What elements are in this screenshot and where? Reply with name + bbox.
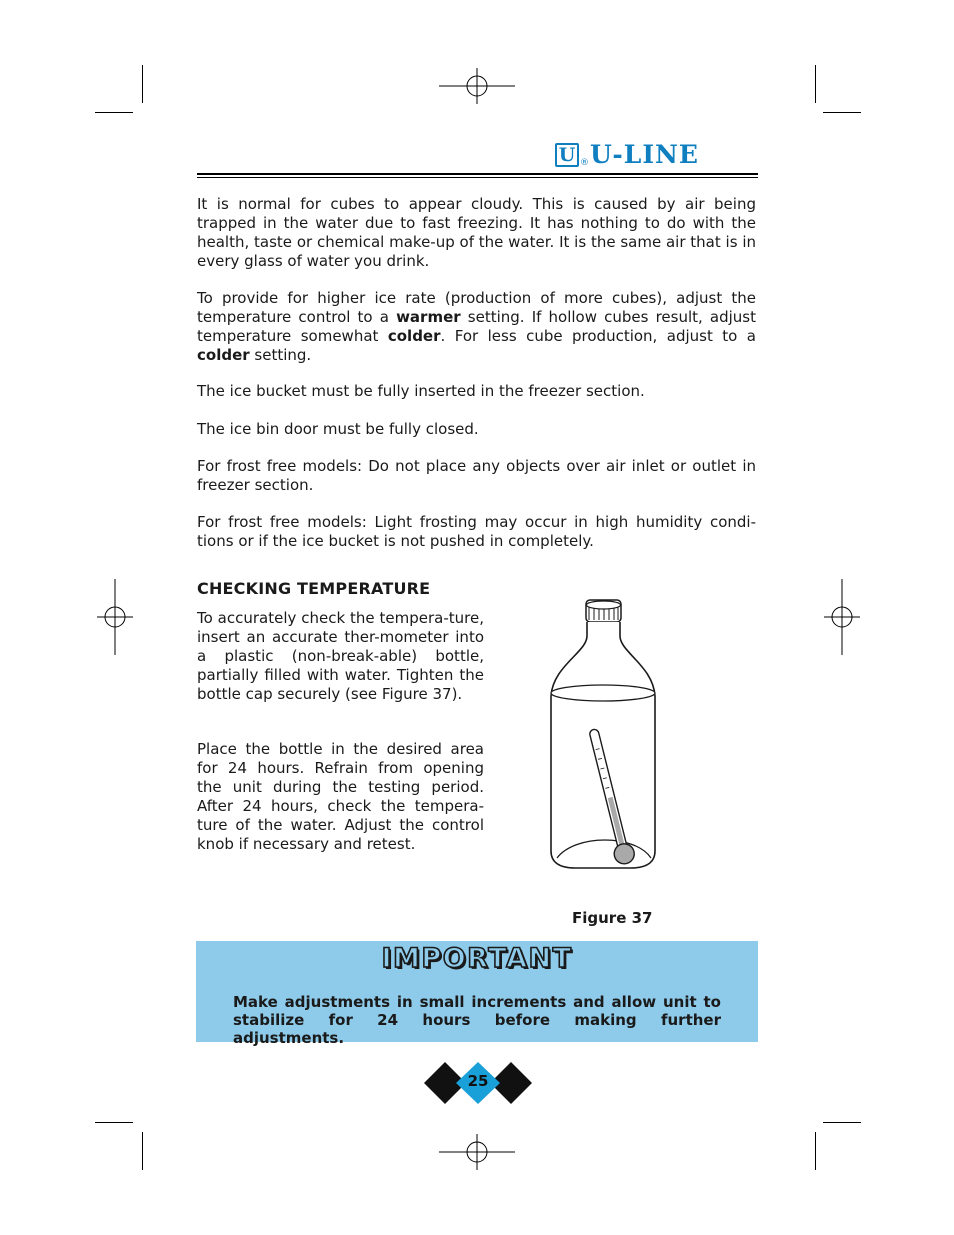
- text-run: To provide for higher ice rate (production of more cubes), adjust the temperature control to a: [197, 289, 756, 326]
- page-number-badge: [424, 1062, 532, 1104]
- crop-mark: [823, 1122, 861, 1123]
- text-run: . For less cube production, adjust to a: [440, 327, 756, 345]
- important-title: IMPORTANT: [381, 943, 573, 974]
- text-run: setting.: [249, 346, 312, 364]
- paragraph-frost-free-frosting: For frost free models: Light frosting may occur in high humidity condi-tions or if the ice bucket is not pushed in completely.: [197, 513, 756, 550]
- page-number: 25: [467, 1072, 489, 1090]
- crop-mark: [815, 65, 816, 103]
- important-text: Make adjustments in small increments and allow unit to stabilize for 24 hours before making further adjustments.: [233, 993, 721, 1047]
- registration-mark-right: [824, 579, 860, 655]
- paragraph-check-temp-2: Place the bottle in the desired area for 24 hours. Refrain from opening the unit during the testing period. After 24 hours, check the tempera-ture of the water. Adjust the control knob if necessary and retest.: [197, 740, 484, 853]
- registration-mark-top: [439, 68, 515, 104]
- registration-mark-left: [97, 579, 133, 655]
- bottle-thermometer-illustration: [535, 596, 670, 876]
- crop-mark: [142, 65, 143, 103]
- bold-warmer: warmer: [396, 308, 461, 326]
- important-callout: [196, 941, 758, 1047]
- paragraph-frost-free-objects: For frost free models: Do not place any objects over air inlet or outlet in freezer section.: [197, 457, 756, 494]
- crop-mark: [95, 1122, 133, 1123]
- bold-colder: colder: [197, 346, 250, 364]
- paragraph-check-temp-1: To accurately check the tempera-ture, insert an accurate ther-mometer into a plastic (non-break-able) bottle, partially filled with water. Tighten the bottle cap securely (see Figure 37).: [197, 609, 484, 703]
- figure-caption: Figure 37: [572, 909, 653, 927]
- paragraph-bin-door: The ice bin door must be fully closed.: [197, 420, 479, 438]
- bold-colder: colder: [387, 327, 441, 345]
- brand-name: U-LINE: [590, 140, 699, 169]
- crop-mark: [142, 1132, 143, 1170]
- brand-mark: U: [555, 143, 579, 167]
- header-rule: [197, 173, 758, 175]
- section-heading: CHECKING TEMPERATURE: [197, 579, 431, 598]
- crop-mark: [95, 112, 133, 113]
- crop-mark: [815, 1132, 816, 1170]
- paragraph-ice-bucket: The ice bucket must be fully inserted in the freezer section.: [197, 382, 645, 400]
- crop-mark: [823, 112, 861, 113]
- paragraph-cloudy-cubes: It is normal for cubes to appear cloudy. This is caused by air being trapped in the water due to fast freezing. It has nothing to do with the health, taste or chemical make-up of the water. It is the same air that is in every glass of water you drink.: [197, 195, 756, 270]
- header-rule-thin: [197, 177, 758, 178]
- text-run: setting. If hollow cubes result, adjust temperature somewhat: [197, 308, 757, 345]
- brand-logo: [555, 140, 760, 169]
- registration-mark-bottom: [439, 1134, 515, 1170]
- paragraph-ice-rate: [197, 289, 756, 365]
- registered-symbol: ®: [580, 158, 589, 168]
